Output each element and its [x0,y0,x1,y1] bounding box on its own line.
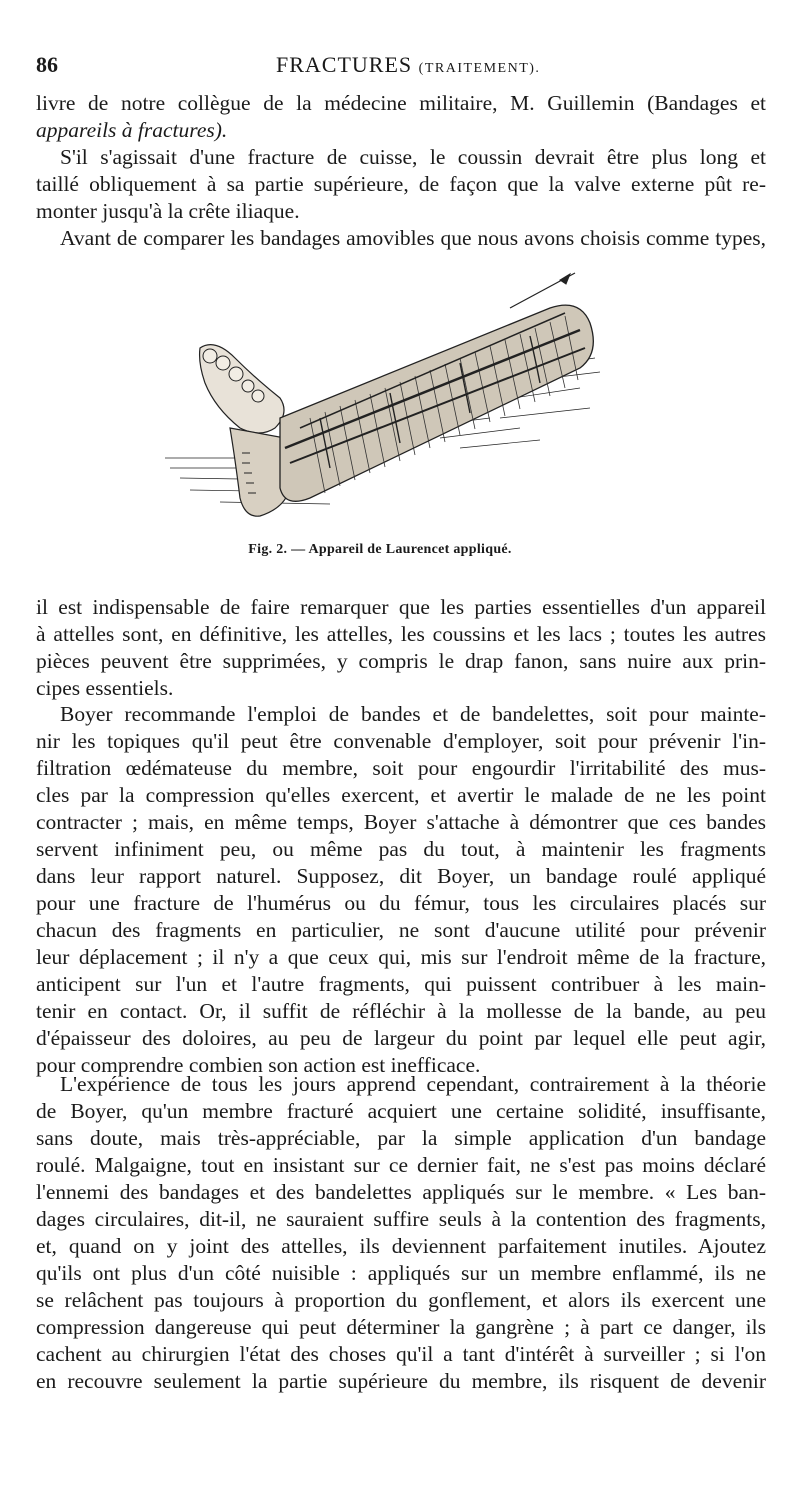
text-line: cles par la compression qu'elles exercent, et avertir le malade de ne les point [36,783,766,807]
text-line: S'il s'agissait d'une fracture de cuisse, le coussin devrait être plus long et [60,145,766,169]
running-header [36,52,766,82]
text-line: dans leur rapport naturel. Supposez, dit Boyer, un bandage roulé appliqué [36,864,766,888]
running-title-sub: (TRAITEMENT). [418,61,541,76]
paragraph-6 [36,1071,766,1395]
text-line: pièces peuvent être supprimées, y compris le drap fanon, sans nuire aux prin- [36,649,766,673]
text-line: monter jusqu'à la crête iliaque. [36,199,300,223]
text-line: roulé. Malgaigne, tout en insistant sur ce dernier fait, ne s'est pas moins déclaré [36,1153,766,1177]
text-line: filtration œdémateuse du membre, soit pour engourdir l'irritabilité des mus- [36,756,766,780]
text-line: livre de notre collègue de la médecine militaire, M. Guillemin (Bandages et [36,91,766,115]
text-line: il est indispensable de faire remarquer que les parties essentielles d'un appareil [36,595,766,619]
text-line: contracter ; mais, en même temps, Boyer s'attache à démontrer que ces bandes [36,810,766,834]
paragraph-1 [36,90,766,144]
text-line: tenir en contact. Or, il suffit de réfléchir à la mollesse de la bande, au peu [36,999,766,1023]
text-line: chacun des fragments en particulier, ne sont d'aucune utilité pour prévenir [36,918,766,942]
paragraph-5 [36,701,766,1079]
text-line: compression dangereuse qui peut déterminer la gangrène ; à part ce danger, ils [36,1315,766,1339]
text-line: sans doute, mais très-appréciable, par la simple application d'un bandage [36,1126,766,1150]
text-line: leur déplacement ; il n'y a que ceux qui, mis sur l'endroit même de la fracture, [36,945,766,969]
paragraph-3 [36,225,766,252]
text-line: d'épaisseur des doloires, au peu de largeur du point par lequel elle peut agir, [36,1026,766,1050]
text-line: cipes essentiels. [36,676,174,700]
text-line: anticipent sur l'un et l'autre fragments, qui puissent contribuer à les main- [36,972,766,996]
text-line: qu'ils ont plus d'un côté nuisible : appliqués sur un membre enflammé, ils ne [36,1261,766,1285]
page-number: 86 [36,52,58,77]
figure-caption-label: Fig. 2. [248,542,288,557]
text-line: l'ennemi des bandages et des bandelettes appliqués sur le membre. « Les ban- [36,1180,766,1204]
figure-caption [160,542,600,558]
figure-caption-text: — Appareil de Laurencet appliqué. [291,542,512,557]
text-line: pour comprendre combien son action est inefficace. [36,1053,481,1077]
text-line: à attelles sont, en définitive, les attelles, les coussins et les lacs ; toutes les autres [36,622,766,646]
text-line: Avant de comparer les bandages amovibles que nous avons choisis comme types, [60,226,766,250]
paragraph-4 [36,594,766,702]
text-line: se relâchent pas toujours à proportion du gonflement, et alors ils exercent une [36,1288,766,1312]
running-title-main: FRACTURES [276,52,413,77]
text-line: en recouvre seulement la partie supérieure du membre, ils risquent de devenir [36,1369,766,1393]
paragraph-2 [36,144,766,225]
text-line: L'expérience de tous les jours apprend cependant, contrairement à la théorie [60,1072,766,1096]
text-line: cachent au chirurgien l'état des choses qu'il a tant d'intérêt à surveiller ; si l'on [36,1342,766,1366]
text-line: pour une fracture de l'humérus ou du fémur, tous les circulaires placés sur [36,891,766,915]
text-line: taillé obliquement à sa partie supérieure, de façon que la valve externe pût re- [36,172,766,196]
leg-splint-illustration [160,268,600,536]
text-line: et, quand on y joint des attelles, ils deviennent parfaitement inutiles. Ajoutez [36,1234,766,1258]
running-title [276,52,540,78]
text-line: de Boyer, qu'un membre fracturé acquiert une certaine solidité, insuffisante, [36,1099,766,1123]
text-line: servent infiniment peu, ou même pas du tout, à maintenir les fragments [36,837,766,861]
text-line: appareils à fractures). [36,118,228,142]
text-line: dages circulaires, dit-il, ne sauraient suffire seuls à la contention des fragments, [36,1207,766,1231]
text-line: nir les topiques qu'il peut être convenable d'employer, soit pour prévenir l'in- [36,729,766,753]
text-line: Boyer recommande l'emploi de bandes et de bandelettes, soit pour mainte- [60,702,766,726]
